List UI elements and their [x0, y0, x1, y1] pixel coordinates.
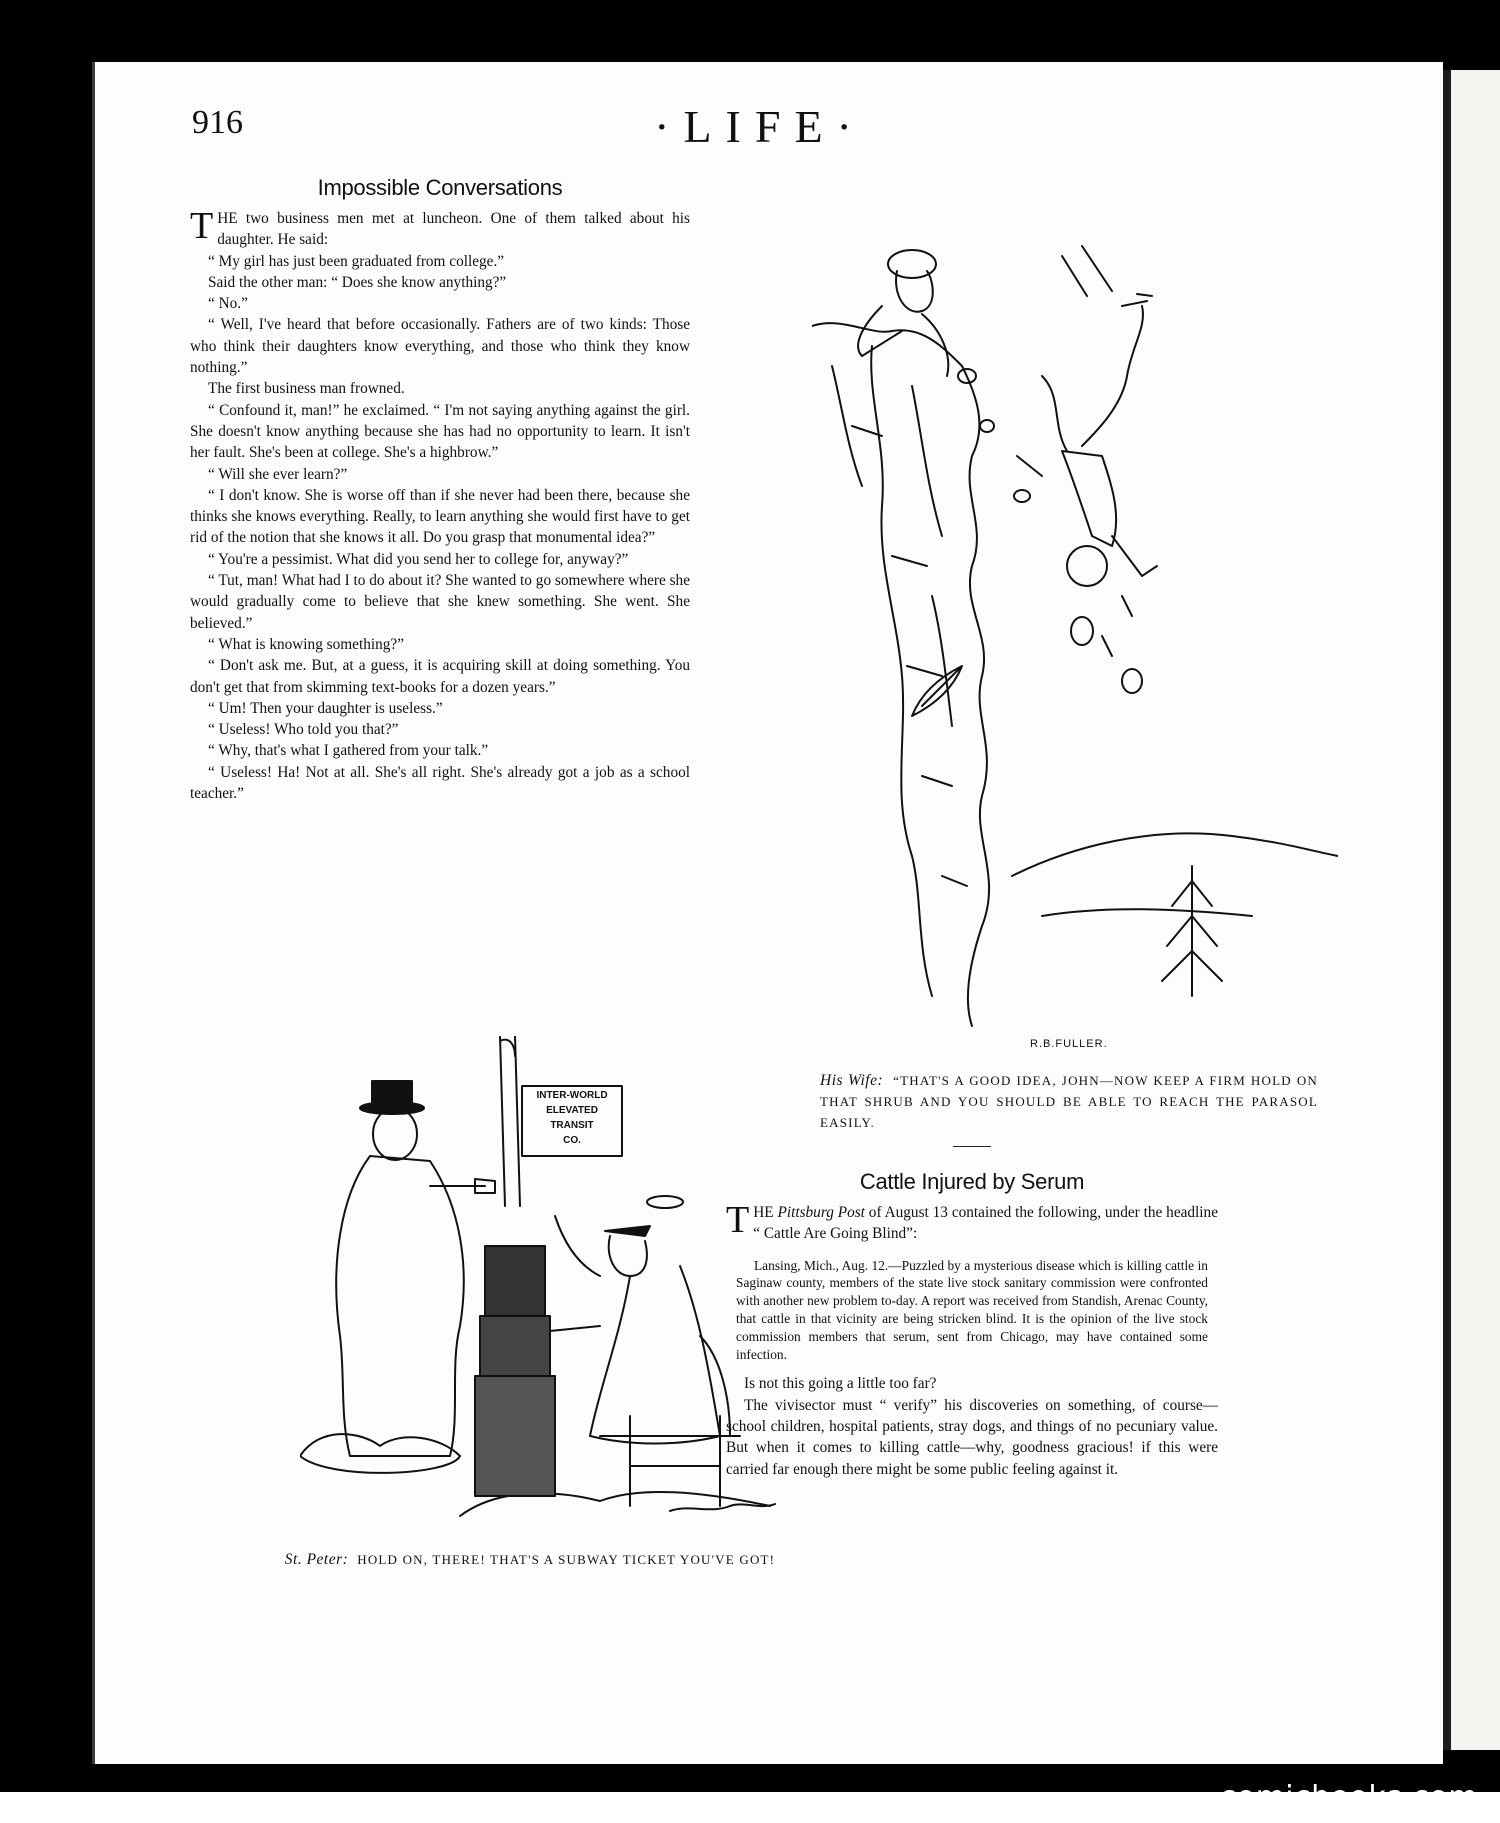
section-divider	[953, 1146, 991, 1147]
masthead: ·LIFE·	[654, 101, 866, 152]
article-cattle-injured	[726, 1010, 1218, 1480]
article-paragraph: “ Confound it, man!” he exclaimed. “ I'm not saying anything against the girl. She doesn't know anything because she has had no opportunity to learn. It isn't her fault. She's been at college. She's a highbrow.”	[190, 401, 690, 462]
newspaper-name: Pittsburg Post	[777, 1204, 865, 1221]
caption-text: “THAT'S A GOOD IDEA, JOHN—NOW KEEP A FIRM HOLD ON THAT SHRUB AND YOU SHOULD BE ABLE TO REACH THE PARASOL EASILY.	[820, 1073, 1318, 1130]
article-paragraph: “ Useless! Ha! Not at all. She's all right. She's already got a job as a school teacher.”	[190, 763, 690, 803]
article-paragraph: “ Tut, man! What had I to do about it? She wanted to go somewhere where she would gradually come to believe that she knew something. She went. She believed.”	[190, 572, 690, 632]
drop-cap: T	[190, 205, 214, 247]
caption-text: HOLD ON, THERE! THAT'S A SUBWAY TICKET YOU'VE GOT!	[357, 1552, 776, 1567]
article-paragraph: “ Well, I've heard that before occasionally. Fathers are of two kinds: Those who think their daughters know everything, and those who think they know nothing.”	[190, 316, 690, 377]
article-intro: THE Pittsburg Post of August 13 contained the following, under the headline “ Cattle Are Going Blind”:	[726, 1199, 1218, 1243]
sign-line: INTER-WORLD	[536, 1090, 608, 1101]
article-paragraph: “ What is knowing something?”	[208, 635, 404, 653]
article-paragraph: “ Um! Then your daughter is useless.”	[208, 699, 443, 717]
article-title: Cattle Injured by Serum	[859, 1169, 1085, 1194]
article-paragraph: THE two business men met at luncheon. One of them talked about his daughter. He said:	[190, 205, 690, 249]
sign-line: TRANSIT	[550, 1120, 594, 1131]
caption-speaker: His Wife:	[820, 1072, 884, 1089]
st-peter-cartoon-caption	[276, 1549, 784, 1570]
article-paragraph: The first business man frowned.	[208, 380, 405, 398]
article-paragraph: “ No.”	[208, 295, 248, 313]
st-peter-cartoon	[300, 1036, 780, 1526]
sign-line: ELEVATED	[546, 1105, 598, 1116]
next-page-edge	[1443, 70, 1500, 1750]
article-paragraph: Is not this going a little too far?	[744, 1375, 937, 1393]
drop-cap: T	[726, 1199, 750, 1241]
sign-line: CO.	[563, 1135, 581, 1146]
article-paragraph: “ Why, that's what I gathered from your talk.”	[208, 742, 489, 760]
article-paragraph: The vivisector must “ verify” his discoveries on something, of course—school children, hospital patients, stray dogs, and things of no pecuniary value. But when it comes to killing cattle—why, goodness gracious! if this were carried far enough there might be some public feeling against it.	[726, 1396, 1218, 1478]
article-paragraph: “ Don't ask me. But, at a guess, it is acquiring skill at doing something. You don't get that from skimming text-books for a dozen years.”	[190, 657, 690, 696]
article-impossible-conversations	[190, 175, 690, 804]
article-paragraph: Said the other man: “ Does she know anything?”	[208, 273, 507, 291]
cartoon-signature-fuller: R.B.FULLER.	[1030, 1038, 1108, 1050]
article-paragraph: “ I don't know. She is worse off than if she never had been there, because she thinks she knows everything. Really, to learn anything she would first have to get rid of the notion that she knows it all. Do you grasp that monumental idea?”	[190, 486, 690, 547]
cliff-cartoon-drawing	[812, 236, 1338, 1056]
article-paragraph: “ Useless! Who told you that?”	[208, 721, 399, 739]
cliff-cartoon	[812, 236, 1338, 1056]
transit-sign	[522, 1088, 622, 1148]
article-paragraph: “ My girl has just been graduated from college.”	[208, 252, 505, 270]
article-paragraph: “ You're a pessimist. What did you send her to college for, anyway?”	[208, 550, 629, 568]
article-title: Impossible Conversations	[317, 175, 563, 200]
article-paragraph: “ Will she ever learn?”	[208, 465, 348, 483]
quoted-report: Lansing, Mich., Aug. 12.—Puzzled by a mysterious disease which is killing cattle in Saginaw county, members of the state live stock sanitary commission were confronted with another new problem to-day. A report was received from Standish, Arenac County, that cattle in that vicinity are being stricken blind. It is the opinion of the live stock commission members that serum, sent from Chicago, may have contained some infection.	[736, 1257, 1208, 1362]
caption-speaker: St. Peter:	[284, 1551, 349, 1568]
watermark: comicbooks.com	[1219, 1780, 1478, 1815]
page-number: 916	[192, 104, 243, 141]
